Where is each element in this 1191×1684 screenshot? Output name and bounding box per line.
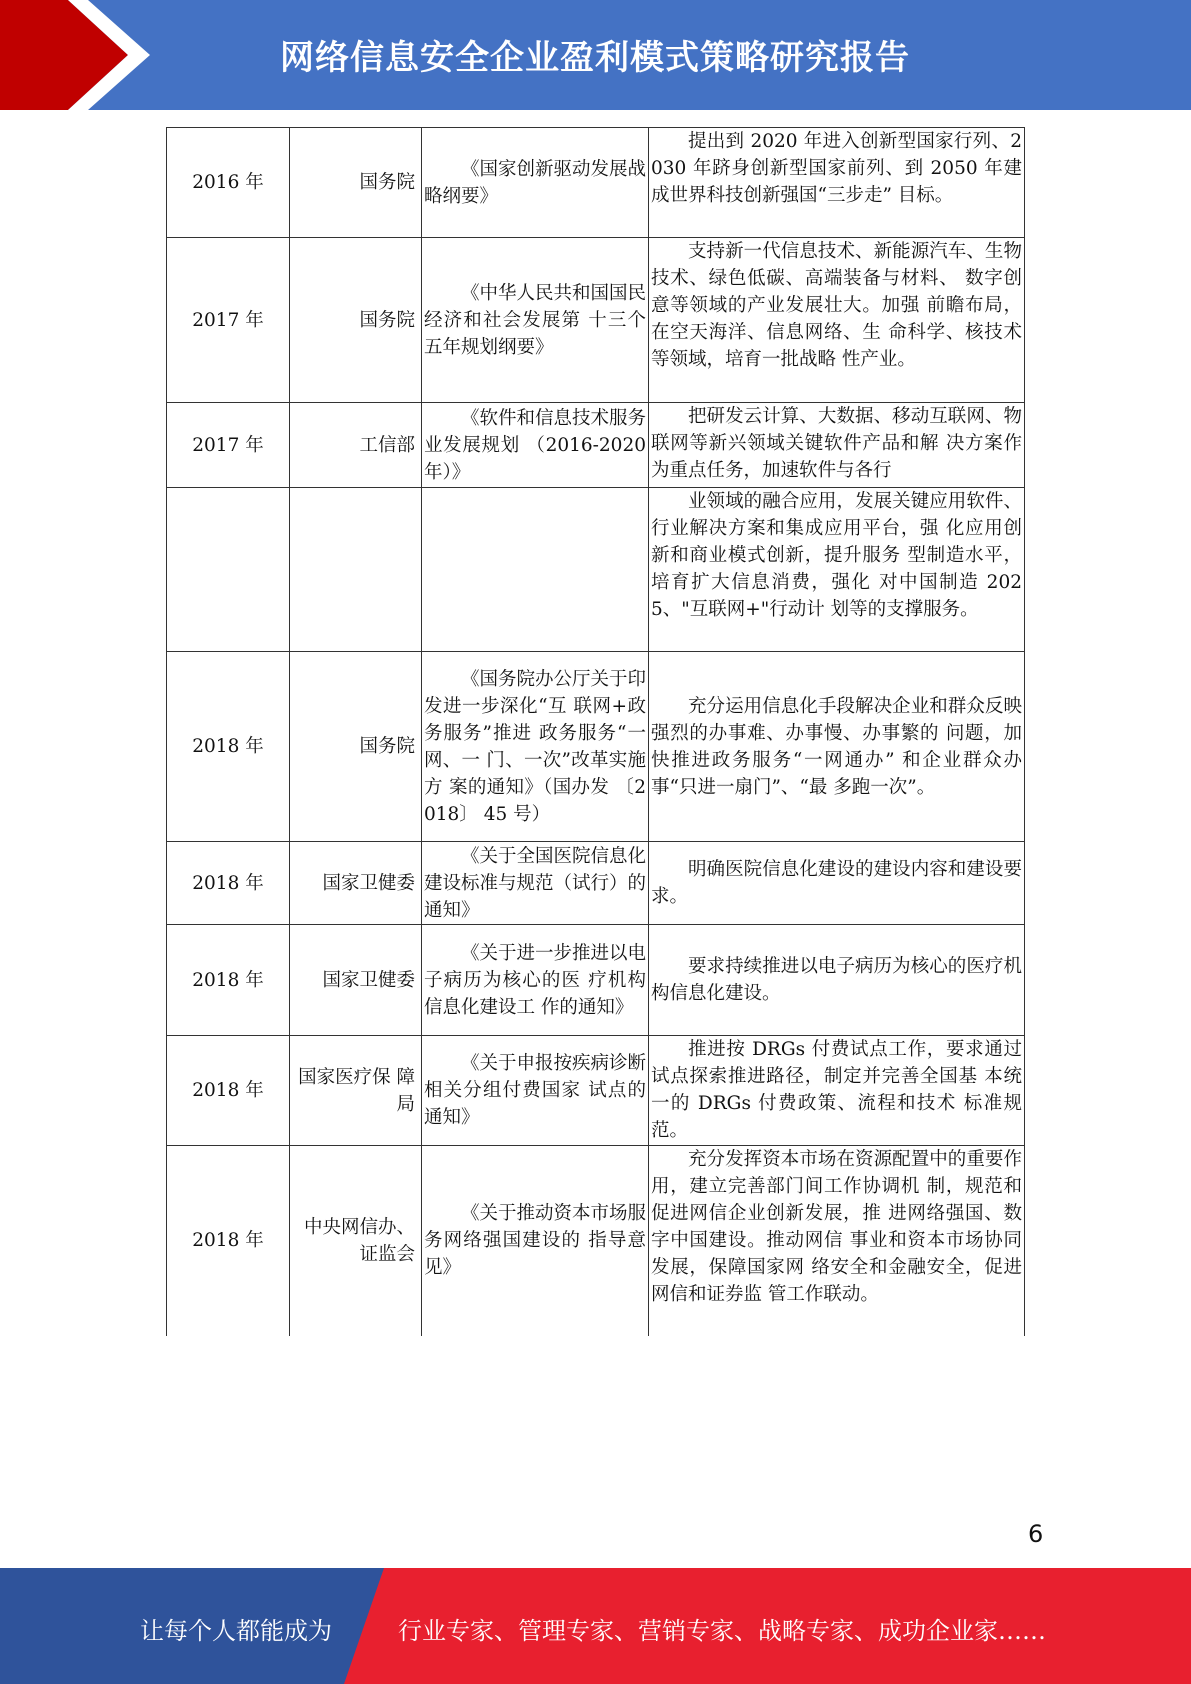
description-cell: 把研发云计算、大数据、移动互联网、物联网等新兴领域关键软件产品和解 决方案作为重点任务，加速软件与各行 xyxy=(649,403,1025,488)
department-cell: 工信部 xyxy=(290,403,422,488)
description-cell: 要求持续推进以电子病历为核心的医疗机构信息化建设。 xyxy=(649,925,1025,1036)
footer-slogan-left: 让每个人都能成为 xyxy=(140,1617,332,1645)
description-cell: 支持新一代信息技术、新能源汽车、生物技术、绿色低碳、高端装备与材料、 数字创意等领域的产业发展壮大。加强 前瞻布局，在空天海洋、信息网络、生 命科学、核技术等领域，培育一批战略 性产业。 xyxy=(649,238,1025,403)
table-row xyxy=(167,652,1025,842)
description-cell: 推进按 DRGs 付费试点工作，要求通过试点探索推进路径，制定并完善全国基 本统一的 DRGs 付费政策、流程和技术 标准规范。 xyxy=(649,1036,1025,1146)
department-cell: 中央网信办、证监会 xyxy=(290,1146,422,1336)
report-title: 网络信息安全企业盈利模式策略研究报告 xyxy=(280,38,910,78)
department-cell: 国家卫健委 xyxy=(290,842,422,925)
department-cell: 国务院 xyxy=(290,652,422,842)
page-number: 6 xyxy=(1028,1520,1044,1548)
table-row xyxy=(167,238,1025,403)
page-footer xyxy=(0,1568,1191,1684)
table-row xyxy=(167,403,1025,488)
document-cell: 《国务院办公厅关于印发进一步深化“互 联网+政务服务”推进 政务服务“一网、一 门、一次”改革实施方 案的通知》（国办发 〔2018〕 45 号） xyxy=(422,652,649,842)
department-cell: 国务院 xyxy=(290,128,422,238)
table-row xyxy=(167,842,1025,925)
table-row xyxy=(167,488,1025,652)
policy-table xyxy=(166,127,1025,1336)
page-header xyxy=(0,0,1191,110)
department-cell: 国家医疗保 障局 xyxy=(290,1036,422,1146)
document-cell: 《中华人民共和国国民经济和社会发展第 十三个五年规划纲要》 xyxy=(422,238,649,403)
table-row xyxy=(167,1146,1025,1336)
year-cell: 2018 年 xyxy=(167,1036,290,1146)
description-cell: 充分运用信息化手段解决企业和群众反映强烈的办事难、办事慢、办事繁的 问题，加快推进政务服务“一网通办” 和企业群众办事“只进一扇门”、“最 多跑一次”。 xyxy=(649,652,1025,842)
document-cell: 《软件和信息技术服务业发展规划 （2016-2020 年）》 xyxy=(422,403,649,488)
department-cell: 国务院 xyxy=(290,238,422,403)
document-cell: 《国家创新驱动发展战略纲要》 xyxy=(422,128,649,238)
description-cell: 业领域的融合应用，发展关键应用软件、行业解决方案和集成应用平台，强 化应用创新和商业模式创新，提升服务 型制造水平，培育扩大信息消费，强化 对中国制造 2025、"互联网+"行动计 划等的支撑服务。 xyxy=(649,488,1025,652)
table-row xyxy=(167,128,1025,238)
department-cell xyxy=(290,488,422,652)
document-cell: 《关于申报按疾病诊断相关分组付费国家 试点的通知》 xyxy=(422,1036,649,1146)
year-cell xyxy=(167,488,290,652)
document-cell: 《关于推动资本市场服务网络强国建设的 指导意见》 xyxy=(422,1146,649,1336)
year-cell: 2018 年 xyxy=(167,1146,290,1336)
document-cell: 《关于全国医院信息化建设标准与规范（试行）的通知》 xyxy=(422,842,649,925)
description-cell: 充分发挥资本市场在资源配置中的重要作用，建立完善部门间工作协调机 制，规范和促进网信企业创新发展，推 进网络强国、数字中国建设。推动网信 事业和资本市场协同发展，保障国家网 络安全和金融安全，促进网信和证券监 管工作联动。 xyxy=(649,1146,1025,1336)
year-cell: 2018 年 xyxy=(167,925,290,1036)
table-row xyxy=(167,925,1025,1036)
document-cell: 《关于进一步推进以电子病历为核心的医 疗机构信息化建设工 作的通知》 xyxy=(422,925,649,1036)
header-arrow-decoration xyxy=(0,0,150,110)
description-cell: 提出到 2020 年进入创新型国家行列、2030 年跻身创新型国家前列、到 2050 年建成世界科技创新强国“三步走” 目标。 xyxy=(649,128,1025,238)
year-cell: 2017 年 xyxy=(167,238,290,403)
year-cell: 2017 年 xyxy=(167,403,290,488)
footer-slogan-right: 行业专家、管理专家、营销专家、战略专家、成功企业家…… xyxy=(398,1617,1046,1645)
year-cell: 2016 年 xyxy=(167,128,290,238)
description-cell: 明确医院信息化建设的建设内容和建设要求。 xyxy=(649,842,1025,925)
table-row xyxy=(167,1036,1025,1146)
year-cell: 2018 年 xyxy=(167,652,290,842)
document-cell xyxy=(422,488,649,652)
year-cell: 2018 年 xyxy=(167,842,290,925)
department-cell: 国家卫健委 xyxy=(290,925,422,1036)
